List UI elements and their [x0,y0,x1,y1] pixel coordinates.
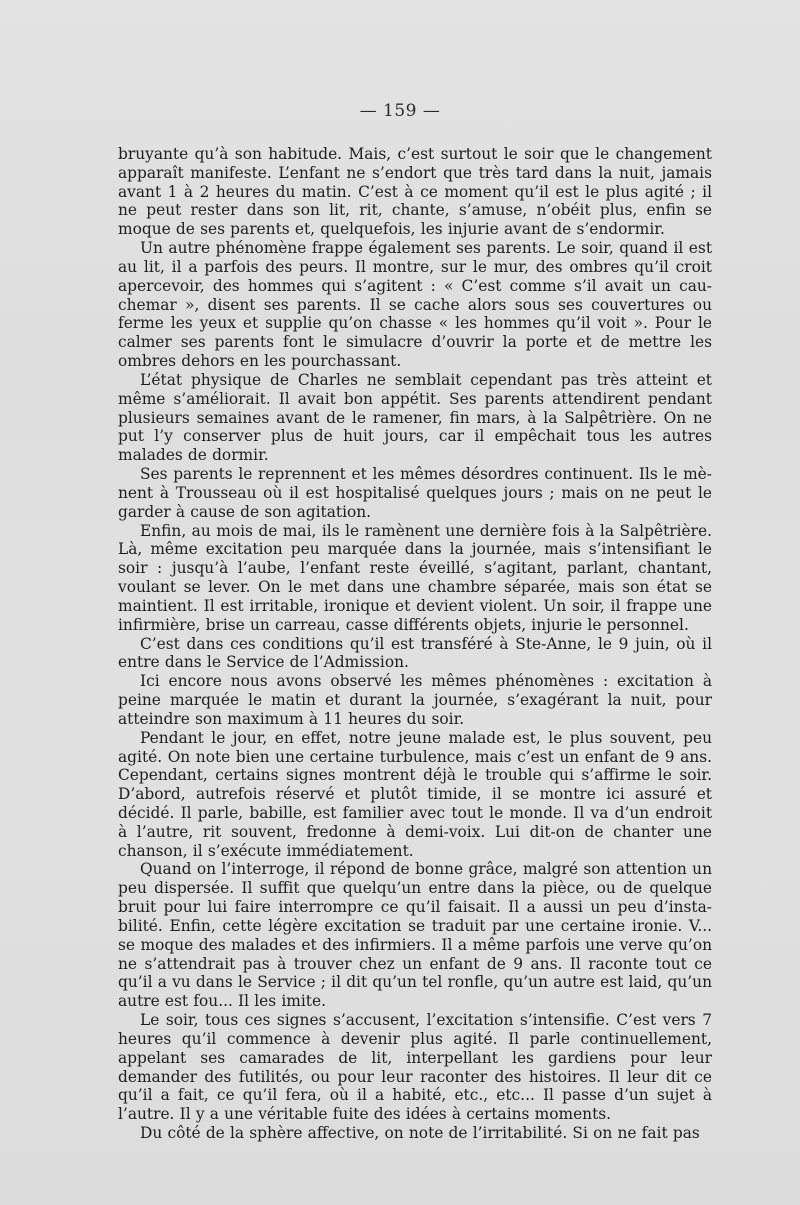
paragraph-4: Ses parents le reprennent et les mêmes désordres continuent. Ils le mènent à Trousseau où il est hospitalisé quelques jours ; mais on ne peut le garder à cause de son agitation. [118,465,712,521]
page-number: — 159 — [359,101,441,121]
paragraph-1: bruyante qu’à son habitude. Mais, c’est surtout le soir que le changement apparaît manifeste. L’enfant ne s’endort que très tard dans la nuit, jamais avant 1 à 2 heures du matin. C’est à ce moment qu’il est le plus agité ; il ne peut rester dans son lit, rit, chante, s’amuse, n’obéit plus, enfin se moque de ses parents et, quelquefois, les injurie avant de s’endormir. [118,145,712,239]
paragraph-10: Le soir, tous ces signes s’accusent, l’excitation s’intensifie. C’est vers 7 heures qu’il commence à devenir plus agité. Il parle continuellement, appelant ses camarades de lit, interpellant les gardiens pour leur demander des futilités, ou pour leur raconter des histoires. Il leur dit ce qu’il a fait, ce qu’il fera, où il a habité, etc., etc... Il passe d’un sujet à l’autre. Il y a une véritable fuite des idées à certains moments. [118,1011,712,1124]
paragraph-3: L’état physique de Charles ne semblait cependant pas très atteint et même s’améliorait. Il avait bon appétit. Ses parents attendirent pendant plusieurs semaines avant de le ramener, fin mars, à la Salpêtrière. On ne put l’y conserver plus de huit jours, car il empêchait tous les autres malades de dormir. [118,370,712,465]
paragraph-8: Pendant le jour, en effet, notre jeune malade est, le plus souvent, peu agité. On note bien une certaine turbulence, mais c’est un enfant de 9 ans. Cependant, certains signes montrent déjà le trouble qui s’affirme le soir. D’abord, autrefois réservé et plutôt timide, il se montre ici assuré et décidé. Il parle, babille, est familier avec tout le monde. Il va d’un endroit à l’autre, rit souvent, fredonne à demi-voix. Lui dit-on de chanter une chanson, il s’exécute immédiatement. [118,728,712,860]
paragraph-9: Quand on l’interroge, il répond de bonne grâce, malgré son attention un peu dispersée. Il suffit que quelqu’un entre dans la pièce, ou de quelque bruit pour lui faire interrompre ce qu’il faisait. Il a aussi un peu d’instabilité. Enfin, cette légère excitation se traduit par une certaine ironie. V... se moque des malades et des infirmiers. Il a même parfois une verve qu’on ne s’attendrait pas à trouver chez un enfant de 9 ans. Il raconte tout ce qu’il a vu dans le Service ; il dit qu’un tel ronfle, qu’un autre est laid, qu’un autre est fou... Il les imite. [118,860,712,1011]
paragraph-2: Un autre phénomène frappe également ses parents. Le soir, quand il est au lit, il a parfois des peurs. Il montre, sur le mur, des ombres qu’il croit apercevoir, des hommes qui s’agitent : « C’est comme s’il avait un cauchemar », disent ses parents. Il se cache alors sous ses couvertures ou ferme les yeux et supplie qu’on chasse « les hommes qu’il voit ». Pour le calmer ses parents font le simulacre d’ouvrir la porte et de mettre les ombres dehors en les pourchassant. [118,239,712,371]
body-text [118,145,712,1143]
paragraph-11: Du côté de la sphère affective, on note de l’irritabilité. Si on ne fait pas [140,1124,700,1143]
paragraph-6: C’est dans ces conditions qu’il est transféré à Ste-Anne, le 9 juin, où il entre dans le Service de l’Admission. [118,634,712,672]
paragraph-5: Enfin, au mois de mai, ils le ramènent une dernière fois à la Salpêtrière. Là, même excitation peu marquée dans la journée, mais s’intensifiant le soir : jusqu’à l’aube, l’enfant reste éveillé, s’agitant, parlant, chantant, voulant se lever. On le met dans une chambre séparée, mais son état se maintient. Il est irritable, ironique et devient violent. Un soir, il frappe une infirmière, brise un carreau, casse différents objets, injurie le personnel. [118,521,712,634]
paragraph-7: Ici encore nous avons observé les mêmes phénomènes : excitation à peine marquée le matin et durant la journée, s’exagérant la nuit, pour atteindre son maximum à 11 heures du soir. [118,672,712,728]
